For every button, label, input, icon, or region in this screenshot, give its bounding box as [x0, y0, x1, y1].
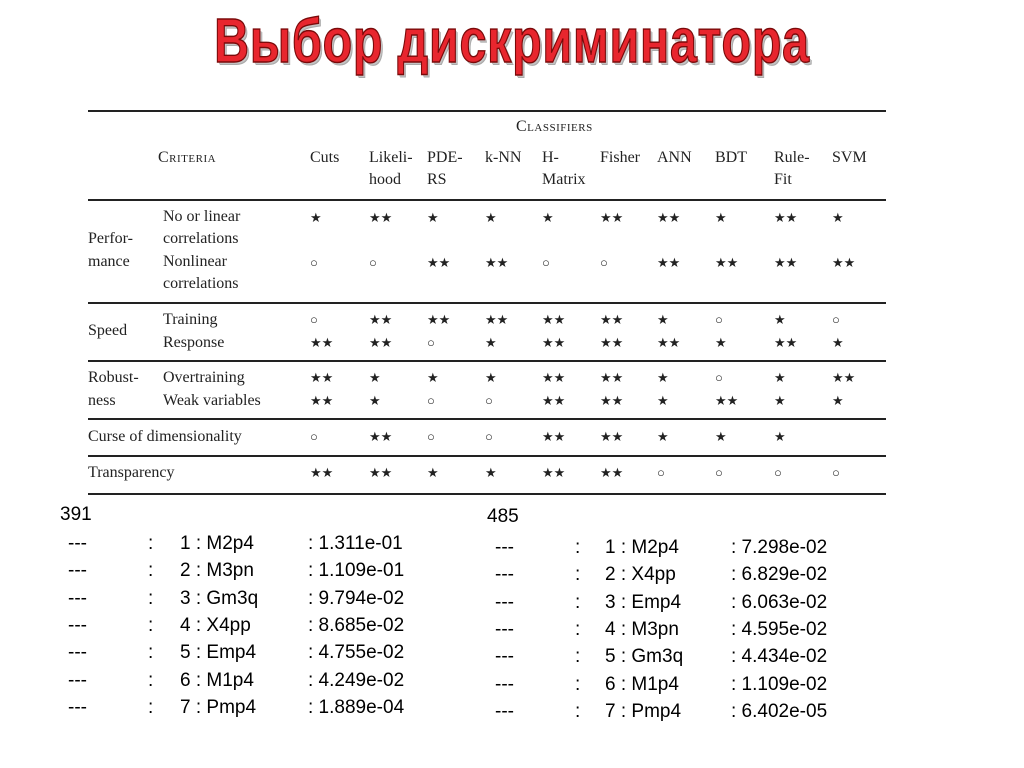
result-value: : 9.794e-02 — [308, 587, 405, 609]
rating-cell: ★ — [369, 393, 381, 408]
result-value: : 6.402e-05 — [731, 700, 828, 722]
rating-cell: ★ — [657, 312, 669, 327]
group-label: Robust- — [88, 369, 139, 386]
result-value: : 6.063e-02 — [731, 591, 828, 613]
result-row — [58, 639, 458, 666]
result-sep: : — [575, 537, 581, 558]
result-rank: 1 : M2p4 — [180, 533, 254, 554]
result-dash: --- — [68, 533, 87, 554]
rating-cell: ★ — [715, 335, 727, 350]
rating-cell: ★ — [657, 429, 669, 444]
rating-cell: ★★ — [600, 429, 624, 444]
criterion-label: Response — [163, 334, 225, 351]
table-top-rule — [88, 110, 886, 112]
rating-cell: ○ — [600, 255, 608, 270]
rating-cell: ★★ — [542, 465, 566, 480]
rating-cell: ○ — [310, 255, 318, 270]
column-header-line2: hood — [369, 171, 401, 188]
column-header: Likeli- — [369, 149, 413, 166]
column-header: PDE- — [427, 149, 463, 166]
rating-cell: ★★ — [310, 465, 334, 480]
group-label: mance — [88, 253, 130, 270]
result-rank: 2 : M3pn — [180, 560, 254, 582]
group-label: Transparency — [88, 464, 175, 481]
column-header: Cuts — [310, 149, 340, 166]
rating-cell: ○ — [715, 465, 723, 480]
rating-cell: ○ — [715, 312, 723, 327]
rating-cell: ★ — [310, 210, 322, 225]
rating-cell: ★★ — [369, 465, 393, 480]
result-value: : 4.755e-02 — [308, 642, 405, 664]
result-dash: --- — [68, 614, 87, 636]
result-dash: --- — [495, 618, 514, 640]
group-label: ness — [88, 392, 116, 409]
result-rank: 3 : Gm3q — [180, 587, 259, 609]
result-value: : 1.889e-04 — [308, 696, 405, 718]
criterion-label: correlations — [163, 275, 239, 292]
rating-cell: ★★ — [310, 335, 334, 350]
rating-cell: ★★ — [832, 255, 856, 270]
group-label: Perfor- — [88, 230, 133, 247]
rating-cell: ○ — [427, 429, 435, 444]
result-row — [487, 561, 887, 588]
rating-cell: ★ — [774, 393, 786, 408]
table-rule — [88, 360, 886, 362]
rating-cell: ○ — [657, 465, 665, 480]
rating-cell: ○ — [310, 429, 318, 444]
rating-cell: ○ — [832, 312, 840, 327]
result-sep: : — [148, 696, 154, 718]
result-dash: --- — [68, 642, 87, 664]
rating-cell: ★★ — [657, 210, 681, 225]
column-header: ANN — [657, 149, 692, 166]
result-sep: : — [575, 646, 581, 668]
table-rule — [88, 418, 886, 420]
result-row — [487, 671, 887, 698]
criterion-label: No or linear — [163, 208, 241, 225]
result-rank: 4 : M3pn — [605, 618, 679, 640]
criterion-label: correlations — [163, 230, 239, 247]
rating-cell: ○ — [485, 393, 493, 408]
rating-cell: ★★ — [600, 370, 624, 385]
rating-cell: ★★ — [427, 255, 451, 270]
result-row — [58, 667, 458, 694]
result-value: : 7.298e-02 — [731, 537, 828, 558]
rating-cell: ★★ — [542, 393, 566, 408]
result-sep: : — [575, 564, 581, 586]
rating-cell: ★★ — [310, 370, 334, 385]
column-header: BDT — [715, 149, 747, 166]
rating-cell: ★★ — [600, 465, 624, 480]
result-row — [58, 694, 458, 721]
result-row — [487, 698, 887, 725]
result-value: : 6.829e-02 — [731, 564, 828, 586]
slide-title: Выбор дискриминатора — [214, 7, 810, 76]
result-sep: : — [148, 533, 154, 554]
rating-cell: ★★ — [600, 210, 624, 225]
column-header: Fisher — [600, 149, 640, 166]
rating-cell: ★★ — [485, 312, 509, 327]
result-dash: --- — [495, 591, 514, 613]
column-header-line2: RS — [427, 171, 447, 188]
criterion-label: Weak variables — [163, 392, 261, 409]
rating-cell: ★★ — [657, 335, 681, 350]
result-value: : 4.434e-02 — [731, 646, 828, 668]
rating-cell: ★★ — [774, 255, 798, 270]
rating-cell: ★ — [485, 370, 497, 385]
rating-cell: ★★ — [600, 393, 624, 408]
rating-cell: ★★ — [600, 335, 624, 350]
table-rule — [88, 302, 886, 304]
result-dash: --- — [495, 564, 514, 586]
result-rank: 1 : M2p4 — [605, 537, 679, 558]
rating-cell: ○ — [485, 429, 493, 444]
result-rank: 4 : X4pp — [180, 614, 251, 636]
rating-cell: ★ — [715, 210, 727, 225]
rating-cell: ★ — [832, 335, 844, 350]
result-dash: --- — [495, 673, 514, 695]
result-row — [487, 616, 887, 643]
result-value: : 1.109e-01 — [308, 560, 405, 582]
result-sep: : — [575, 673, 581, 695]
result-row — [58, 612, 458, 639]
rating-cell: ★★ — [542, 312, 566, 327]
rating-cell: ★ — [485, 335, 497, 350]
column-header: SVM — [832, 149, 867, 166]
rating-cell: ★ — [774, 429, 786, 444]
result-rank: 6 : M1p4 — [605, 673, 679, 695]
result-row — [58, 557, 458, 584]
rating-cell: ○ — [774, 465, 782, 480]
rating-cell: ★ — [485, 465, 497, 480]
rating-cell: ★ — [542, 210, 554, 225]
rating-cell: ★★ — [542, 335, 566, 350]
result-dash: --- — [495, 646, 514, 668]
rating-cell: ★ — [427, 370, 439, 385]
rating-cell: ○ — [310, 312, 318, 327]
result-value: : 1.311e-01 — [308, 533, 403, 554]
result-dash: --- — [495, 700, 514, 722]
column-header: Rule- — [774, 149, 810, 166]
rating-cell: ★★ — [485, 255, 509, 270]
rating-cell: ★ — [657, 393, 669, 408]
rating-cell: ★ — [657, 370, 669, 385]
result-sep: : — [148, 642, 154, 664]
results-heading-485: 485 — [487, 506, 519, 527]
rating-cell: ★★ — [774, 210, 798, 225]
result-sep: : — [575, 591, 581, 613]
result-value: : 1.109e-02 — [731, 673, 828, 695]
rating-cell: ★ — [427, 210, 439, 225]
results-485 — [487, 504, 887, 726]
criterion-label: Overtraining — [163, 369, 245, 386]
result-rank: 2 : X4pp — [605, 564, 676, 586]
result-sep: : — [575, 700, 581, 722]
result-rank: 5 : Emp4 — [180, 642, 257, 664]
rating-cell: ★ — [427, 465, 439, 480]
rating-cell: ★★ — [369, 210, 393, 225]
group-label: Curse of dimensionality — [88, 428, 242, 445]
rating-cell: ★★ — [369, 429, 393, 444]
result-row — [58, 585, 458, 612]
rating-cell: ★★ — [774, 335, 798, 350]
result-row — [58, 530, 458, 557]
column-header: H- — [542, 149, 559, 166]
result-value: : 8.685e-02 — [308, 614, 405, 636]
result-row — [487, 589, 887, 616]
column-header-line2: Matrix — [542, 171, 586, 188]
rating-cell: ★ — [715, 429, 727, 444]
result-sep: : — [148, 614, 154, 636]
result-value: : 4.249e-02 — [308, 669, 405, 691]
rating-cell: ★★ — [427, 312, 451, 327]
rating-cell: ○ — [542, 255, 550, 270]
result-row — [487, 643, 887, 670]
result-dash: --- — [68, 669, 87, 691]
result-dash: --- — [68, 696, 87, 718]
rating-cell: ★ — [774, 370, 786, 385]
result-rank: 7 : Pmp4 — [180, 696, 257, 718]
rating-cell: ★★ — [715, 393, 739, 408]
table-rule — [88, 493, 886, 495]
rating-cell: ○ — [832, 465, 840, 480]
table-rule — [88, 455, 886, 457]
rating-cell: ★★ — [542, 429, 566, 444]
results-391 — [58, 502, 458, 724]
rating-cell: ★★ — [369, 312, 393, 327]
header-criteria: Criteria — [158, 149, 217, 166]
result-dash: --- — [495, 537, 514, 558]
result-sep: : — [148, 669, 154, 691]
rating-cell: ★★ — [542, 370, 566, 385]
column-header: k-NN — [485, 149, 522, 166]
rating-cell: ★ — [369, 370, 381, 385]
result-value: : 4.595e-02 — [731, 618, 828, 640]
rating-cell: ★★ — [832, 370, 856, 385]
result-sep: : — [148, 560, 154, 582]
rating-cell: ★ — [774, 312, 786, 327]
result-dash: --- — [68, 560, 87, 582]
result-rank: 5 : Gm3q — [605, 646, 684, 668]
rating-cell: ★★ — [369, 335, 393, 350]
result-sep: : — [148, 587, 154, 609]
results-heading-391: 391 — [60, 504, 92, 525]
classifier-comparison-table — [88, 110, 886, 496]
result-rank: 3 : Emp4 — [605, 591, 682, 613]
table-rule — [88, 199, 886, 201]
rating-cell: ○ — [715, 370, 723, 385]
rating-cell: ★ — [485, 210, 497, 225]
header-classifiers: Classifiers — [516, 118, 593, 135]
rating-cell: ★ — [832, 393, 844, 408]
result-dash: --- — [68, 587, 87, 609]
rating-cell: ★★ — [310, 393, 334, 408]
rating-cell: ★★ — [657, 255, 681, 270]
column-header-line2: Fit — [774, 171, 792, 188]
rating-cell: ○ — [427, 393, 435, 408]
rating-cell: ○ — [427, 335, 435, 350]
result-sep: : — [575, 618, 581, 640]
rating-cell: ○ — [369, 255, 377, 270]
criterion-label: Training — [163, 311, 218, 328]
rating-cell: ★ — [832, 210, 844, 225]
result-rank: 7 : Pmp4 — [605, 700, 682, 722]
result-row — [487, 534, 887, 561]
result-rank: 6 : M1p4 — [180, 669, 254, 691]
rating-cell: ★★ — [600, 312, 624, 327]
group-label: Speed — [88, 322, 128, 339]
criterion-label: Nonlinear — [163, 253, 227, 270]
rating-cell: ★★ — [715, 255, 739, 270]
